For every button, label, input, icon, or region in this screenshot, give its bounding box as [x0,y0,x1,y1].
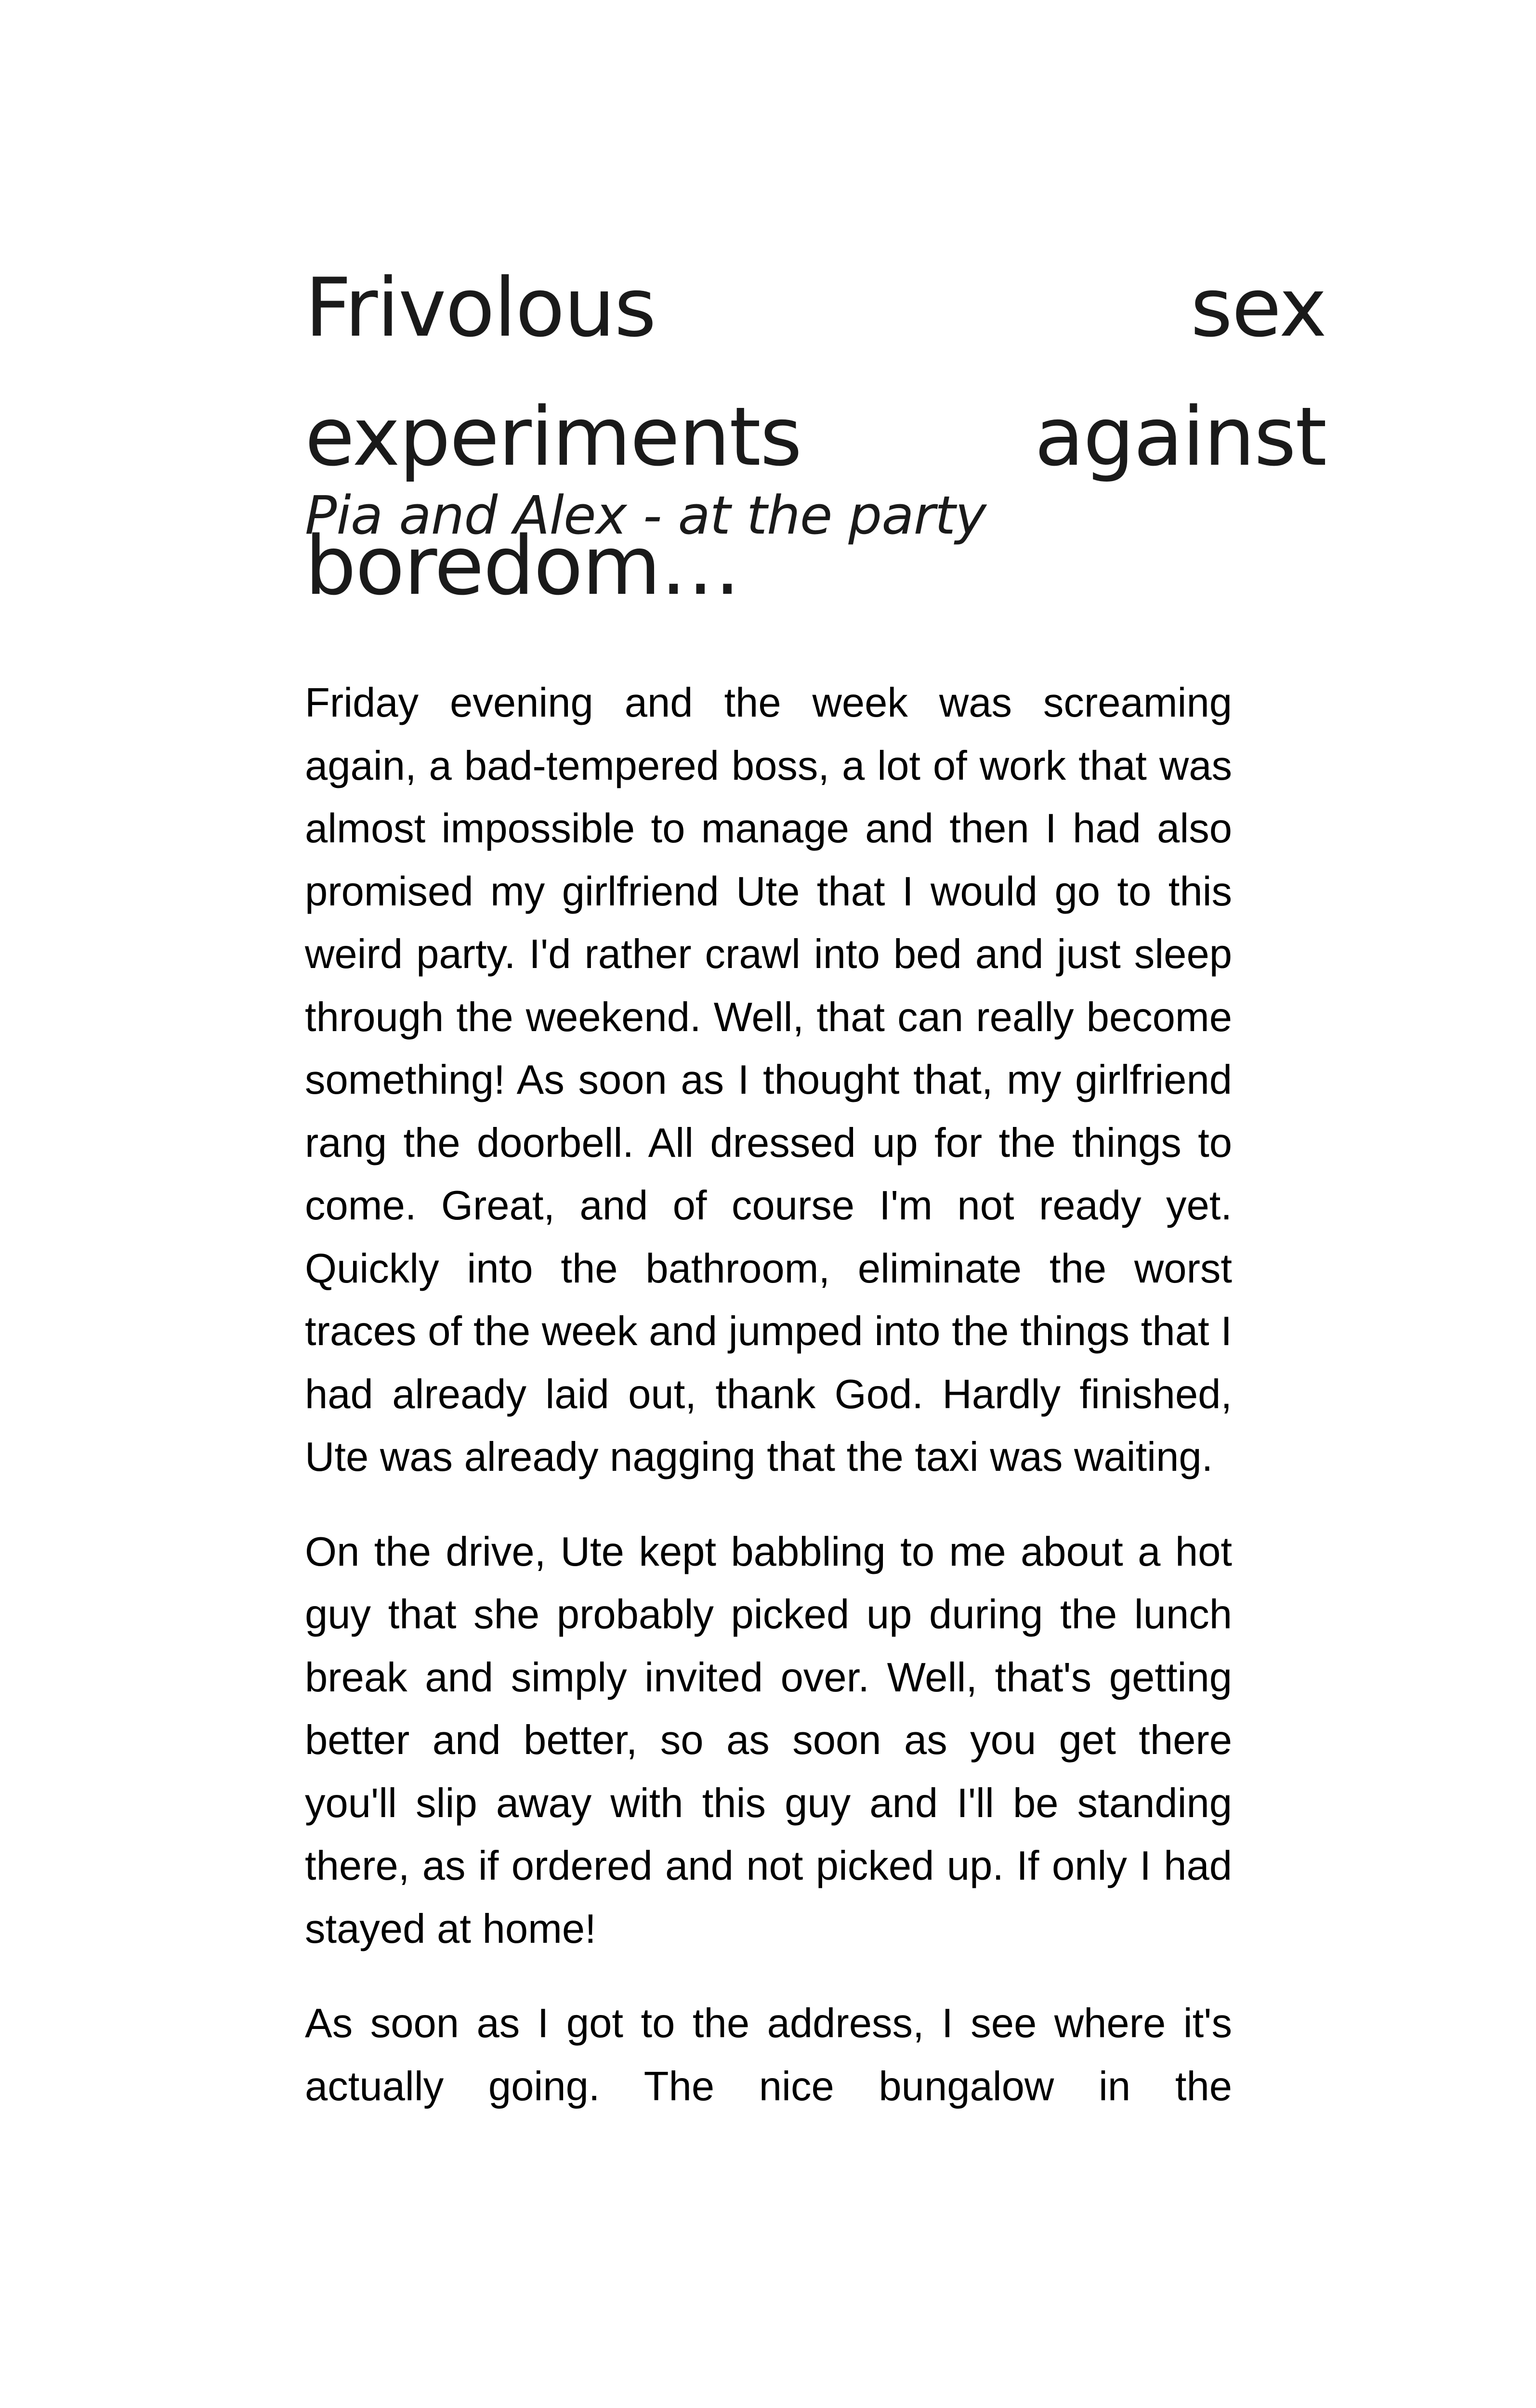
document-body [305,672,1232,2150]
paragraph: On the drive, Ute kept babbling to me about a hot guy that she probably picked up during the lunch break and simply invited over. Well, that's getting better and better, so as soon as you get there you'll slip away with this guy and I'll be standing there, as if ordered and not picked up. If only I had stayed at home! [305,1529,1232,1952]
paragraph: As soon as I got to the address, I see where it's actually going. The nice bungalow in the [305,2001,1232,2109]
document-subtitle: Pia and Alex - at the party [305,484,986,546]
paragraph: Friday evening and the week was screaming again, a bad-tempered boss, a lot of work that was almost impossible to manage and then I had also promised my girlfriend Ute that I would go to this weird party. I'd rather crawl into bed and just sleep through the weekend. Well, that can really become something! As soon as I thought that, my girlfriend rang the doorbell. All dressed up for the things to come. Great, and of course I'm not ready yet. Quickly into the bathroom, eliminate the worst traces of the week and jumped into the things that I had already laid out, thank God. Hardly finished, Ute was already nagging that the taxi was waiting. [305,680,1232,1480]
document-title: Frivolous sex experiments against boredom… [305,261,1326,613]
